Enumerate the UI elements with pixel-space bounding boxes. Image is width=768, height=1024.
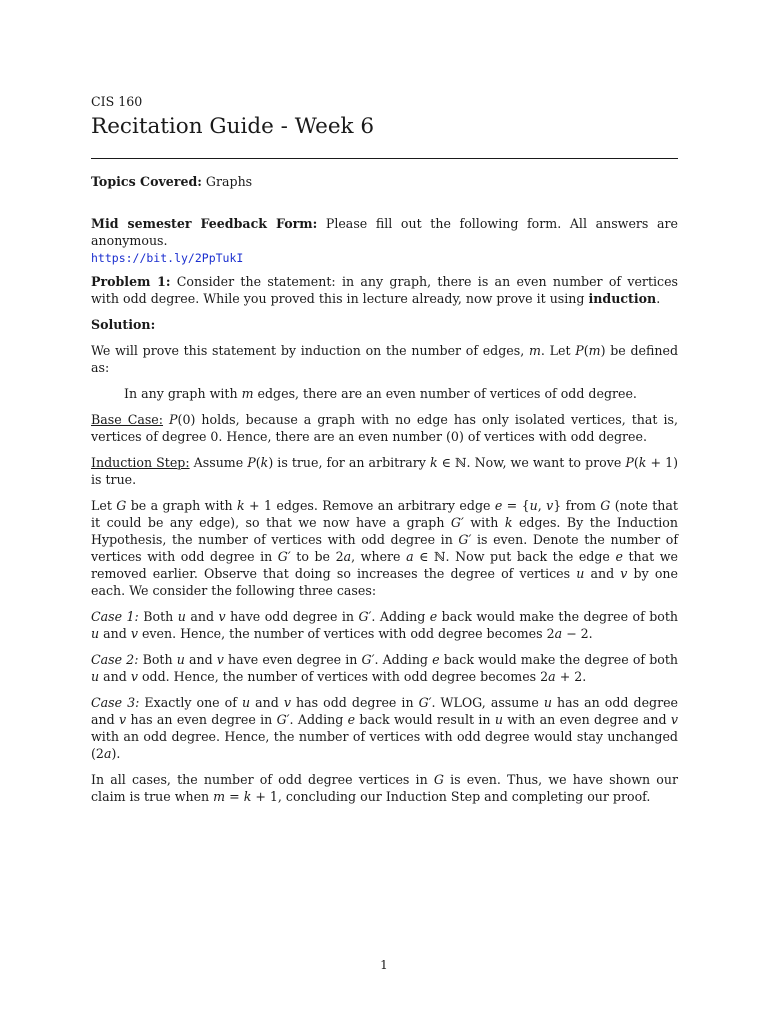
- topics-text: Graphs: [201, 174, 253, 189]
- text-run: by one each. We consider the following three cases:: [91, 566, 678, 598]
- math-var: v: [218, 609, 226, 624]
- text-run: have odd degree in: [225, 609, 359, 624]
- math-var: v: [216, 652, 224, 667]
- math-var: a: [406, 549, 414, 564]
- solution-intro: [91, 342, 678, 376]
- math-var: m: [213, 789, 226, 804]
- text-run: . Adding: [371, 609, 430, 624]
- math-var: m: [588, 343, 601, 358]
- problem-label: Problem 1:: [91, 274, 171, 289]
- case-1: [91, 608, 678, 642]
- text-run: ∈ ℕ. Now, we want to prove: [437, 455, 626, 470]
- math-var: G′: [276, 712, 290, 727]
- math-var: a: [548, 669, 556, 684]
- text-run: ∈ ℕ. Now put back the edge: [413, 549, 616, 564]
- base-case-label: Base Case:: [91, 412, 164, 427]
- math-var: v: [130, 626, 138, 641]
- text-run: be a graph with: [126, 498, 238, 513]
- text-run: . Let: [540, 343, 576, 358]
- math-var: u: [529, 498, 538, 513]
- math-var: e: [429, 609, 438, 624]
- math-var: G′: [450, 515, 464, 530]
- feedback-label: Mid semester Feedback Form:: [91, 216, 318, 231]
- text-run: . Adding: [374, 652, 433, 667]
- math-var: a: [554, 626, 563, 641]
- problem-text: Consider the statement: in any graph, there is an even number of vertices with odd degree. While you proved this in lecture already, now prove it using: [91, 274, 678, 306]
- text-run: . WLOG, assume: [431, 695, 544, 710]
- math-var: v: [546, 498, 554, 513]
- math-var: P: [247, 455, 256, 470]
- math-var: a: [103, 746, 112, 761]
- feedback-text: Please fill out the following form. All answers are anonymous.: [91, 216, 678, 248]
- text-run: Both: [138, 609, 178, 624]
- feedback-link[interactable]: https://bit.ly/2PpTukI: [91, 251, 244, 265]
- text-run: Assume: [189, 455, 248, 470]
- problem-emphasis: induction: [588, 291, 657, 306]
- text-run: − 2.: [562, 626, 593, 641]
- math-var: G′: [418, 695, 432, 710]
- math-var: m: [241, 386, 254, 401]
- text-run: and: [185, 609, 219, 624]
- text-run: . Adding: [289, 712, 348, 727]
- text-run: + 2.: [555, 669, 587, 684]
- math-var: G′: [358, 609, 372, 624]
- text-run: =: [225, 789, 244, 804]
- math-var: u: [91, 626, 100, 641]
- text-run: to be 2: [290, 549, 344, 564]
- math-var: u: [91, 669, 100, 684]
- case-2: [91, 651, 678, 685]
- math-var: a: [343, 549, 352, 564]
- math-var: u: [176, 652, 185, 667]
- math-var: G: [600, 498, 611, 513]
- text-run: has odd degree in: [290, 695, 419, 710]
- math-var: e: [432, 652, 440, 667]
- problem-statement: [91, 273, 678, 307]
- case-label: Case 2:: [91, 652, 139, 667]
- text-run: In any graph with: [124, 386, 242, 401]
- text-run: and: [99, 626, 131, 641]
- text-run: is even. Denote the number of vertices with odd degree in: [91, 532, 678, 564]
- text-run: and: [99, 669, 131, 684]
- text-run: edges. By the Induction Hypothesis, the number of vertices with odd degree in: [91, 515, 678, 547]
- problem-end: .: [656, 291, 661, 306]
- text-run: is even. Thus, we have shown our claim is true when: [91, 772, 679, 804]
- text-run: back would make the degree of both: [437, 609, 679, 624]
- math-var: k: [243, 789, 252, 804]
- math-var: G′: [361, 652, 375, 667]
- text-run: ) be defined as:: [91, 343, 678, 375]
- text-run: edges, there are an even number of vertices of odd degree.: [253, 386, 637, 401]
- title-rule: [91, 158, 678, 159]
- text-run: (: [633, 455, 639, 470]
- text-run: with an odd degree. Hence, the number of vertices with odd degree would stay unchanged (2: [91, 729, 678, 761]
- math-var: P: [169, 412, 178, 427]
- math-var: k: [237, 498, 245, 513]
- math-var: e: [494, 498, 503, 513]
- math-var: G: [116, 498, 127, 513]
- text-run: (: [255, 455, 261, 470]
- text-run: and: [250, 695, 284, 710]
- math-var: G′: [458, 532, 472, 547]
- course-code: CIS 160: [91, 94, 143, 109]
- text-run: has an odd degree and: [91, 695, 679, 727]
- text-run: Let: [91, 498, 117, 513]
- proof-setup-paragraph: [91, 497, 678, 599]
- text-run: back would result in: [355, 712, 495, 727]
- text-run: + 1, concluding our Induction Step and completing our proof.: [251, 789, 651, 804]
- text-run: have even degree in: [223, 652, 362, 667]
- math-var: G′: [277, 549, 291, 564]
- topics-label: Topics Covered:: [91, 174, 202, 189]
- base-case: [91, 411, 678, 445]
- text-run: In all cases, the number of odd degree vertices in: [91, 772, 434, 787]
- text-run: ).: [111, 746, 121, 761]
- math-var: k: [638, 455, 647, 470]
- math-var: v: [620, 566, 628, 581]
- text-run: ,: [537, 498, 547, 513]
- text-run: (0) holds, because a graph with no edge has only isolated vertices, that is, vertices of degree 0. Hence, there are an even number (0) of vertices with odd degree.: [91, 412, 678, 444]
- text-run: has an even degree in: [126, 712, 277, 727]
- math-var: G: [433, 772, 444, 787]
- text-run: and: [584, 566, 621, 581]
- text-run: (note that it could be any edge), so that we now have a graph: [91, 498, 678, 530]
- induction-step: [91, 454, 678, 488]
- math-var: e: [347, 712, 356, 727]
- math-var: v: [130, 669, 138, 684]
- text-run: + 1) is true.: [91, 455, 679, 487]
- text-run: odd. Hence, the number of vertices with odd degree becomes 2: [137, 669, 549, 684]
- predicate-definition: [91, 385, 678, 402]
- text-run: back would make the degree of both: [439, 652, 679, 667]
- math-var: u: [177, 609, 186, 624]
- text-run: and: [184, 652, 217, 667]
- math-var: k: [260, 455, 269, 470]
- math-var: u: [241, 695, 251, 710]
- case-3: [91, 694, 678, 762]
- text-run: Exactly one of: [139, 695, 242, 710]
- text-run: ) is true, for an arbitrary: [268, 455, 430, 470]
- feedback-paragraph: [91, 215, 678, 267]
- math-var: u: [543, 695, 552, 710]
- case-label: Case 1:: [91, 609, 139, 624]
- math-var: v: [119, 712, 127, 727]
- page-title: Recitation Guide - Week 6: [91, 114, 375, 139]
- text-run: } from: [553, 498, 601, 513]
- topics-line: [91, 173, 678, 190]
- text-run: + 1 edges. Remove an arbitrary edge: [244, 498, 495, 513]
- solution-heading: [91, 316, 678, 333]
- conclusion: [91, 771, 678, 805]
- math-var: k: [429, 455, 438, 470]
- text-run: Both: [138, 652, 177, 667]
- text-run: that we removed earlier. Observe that doing so increases the degree of vertices: [91, 549, 679, 581]
- math-var: v: [283, 695, 291, 710]
- text-run: , where: [351, 549, 407, 564]
- math-var: v: [670, 712, 678, 727]
- math-var: e: [615, 549, 623, 564]
- math-var: P: [625, 455, 634, 470]
- document-body: [91, 93, 678, 814]
- text-run: with an even degree and: [502, 712, 671, 727]
- math-var: k: [504, 515, 513, 530]
- text-run: We will prove this statement by induction on the number of edges,: [91, 343, 529, 358]
- math-var: P: [575, 343, 584, 358]
- text-run: with: [463, 515, 505, 530]
- solution-label: Solution:: [91, 317, 156, 332]
- induction-step-label: Induction Step:: [91, 455, 190, 470]
- math-var: m: [528, 343, 541, 358]
- math-var: u: [576, 566, 585, 581]
- text-run: = {: [502, 498, 530, 513]
- math-var: u: [494, 712, 503, 727]
- page-number: 1: [380, 958, 388, 972]
- case-label: Case 3:: [91, 695, 140, 710]
- text-run: even. Hence, the number of vertices with odd degree becomes 2: [137, 626, 555, 641]
- text-run: (: [583, 343, 589, 358]
